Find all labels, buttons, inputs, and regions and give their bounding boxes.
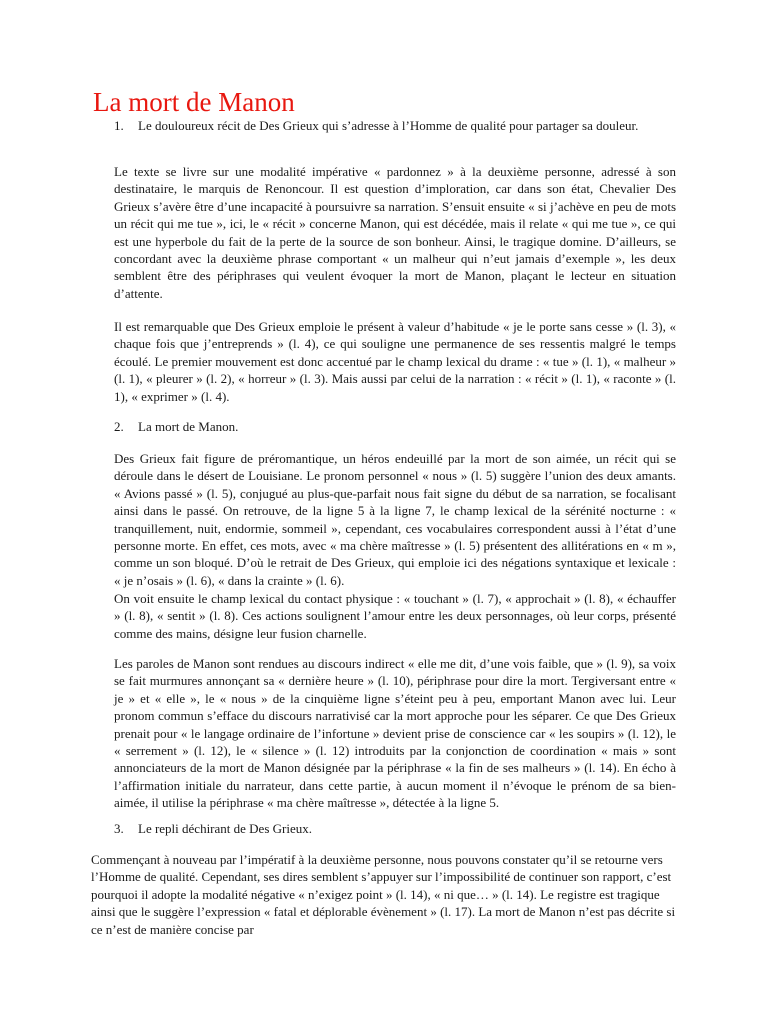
- paragraph: Il est remarquable que Des Grieux emploie le présent à valeur d’habitude « je le porte sans cesse » (l. 3), « chaque fois que j’entreprends » (l. 4), ce qui souligne une permanence de ses ressentis malgré le temps écoulé. Le premier mouvement est donc accentué par le champ lexical du drame : « tue » (l. 1), « malheur » (l. 1), « pleurer » (l. 2), « horreur » (l. 3). Mais aussi par celui de la narration : « récit » (l. 1), « raconte » (l. 1), « exprimer » (l. 4).: [114, 319, 676, 404]
- paragraph: Les paroles de Manon sont rendues au discours indirect « elle me dit, d’une vois faible, que » (l. 9), sa voix se fait murmures annonçant sa « dernière heure » (l. 10), périphrase pour dire la mort. Tergiversant entre « je » et « elle », le « nous » de la cinquième ligne s’éteint peu à peu, emportant Manon avec lui. Leur pronom commun s’efface du discours narrativisé car la mort approche pour les séparer. Ce que Des Grieux prenait pour « le langage ordinaire de l’infortune » devient prise de conscience car « les soupirs » (l. 12), le « serrement » (l. 12), le « silence » (l. 12) introduits par la conjonction de coordination « mais » sont annonciateurs de la mort de Manon désignée par la périphrase « la fin de ses malheurs » (l. 14). En écho à l’affirmation initiale du narrateur, dans cette partie, à aucun moment il n’évoque le prénom de sa bien-aimée, il utilise la périphrase « ma chère maîtresse », détectée à la ligne 5.: [114, 656, 676, 811]
- section-heading-2: [114, 418, 676, 435]
- section-heading-text: Le douloureux récit de Des Grieux qui s’adresse à l’Homme de qualité pour partager sa douleur.: [138, 118, 639, 133]
- document-title: La mort de Manon: [93, 87, 295, 117]
- section-heading-text: Le repli déchirant de Des Grieux.: [138, 821, 312, 836]
- paragraph: Des Grieux fait figure de préromantique, un héros endeuillé par la mort de son aimée, un récit qui se déroule dans le désert de Louisiane. Le pronom personnel « nous » (l. 5) suggère l’union des deux amants. « Avions passé » (l. 5), conjugué au plus-que-parfait nous fait signe du début de sa narration, se focalisant ainsi dans le passé. On retrouve, de la ligne 5 à la ligne 7, le champ lexical de la sérénité nocturne : « tranquillement, nuit, endormie, sommeil », cependant, ces vocabulaires correspondent aussi à l’état d’une personne morte. En effet, ces mots, avec « ma chère maîtresse » (l. 5) présentent des allitérations en « m », comme un son bloqué. D’où le retrait de Des Grieux, qui emploie ici des négations syntaxique et lexicale : « je n’osais » (l. 6), « dans la crainte » (l. 6).: [114, 451, 676, 588]
- section-heading-text: La mort de Manon.: [138, 419, 239, 434]
- section-heading-1: [114, 117, 676, 134]
- section-number: 2.: [114, 419, 124, 434]
- section-heading-3: [114, 820, 676, 837]
- paragraph: Commençant à nouveau par l’impératif à la deuxième personne, nous pouvons constater qu’il se retourne vers l’Homme de qualité. Cependant, ses dires semblent s’appuyer sur l’impossibilité de continuer son rapport, c’est pourquoi il adopte la modalité négative « n’exigez point » (l. 14), « ni que… » (l. 14). Le registre est tragique ainsi que le suggère l’expression « fatal et déplorable évènement » (l. 17). La mort de Manon n’est pas décrite si ce n’est de manière concise par: [91, 852, 676, 937]
- section-number: 1.: [114, 118, 124, 133]
- paragraph: Le texte se livre sur une modalité impérative « pardonnez » à la deuxième personne, adressé à son destinataire, le marquis de Renoncour. Il est question d’imploration, car dans son état, Chevalier Des Grieux s’avère être d’une incapacité à poursuivre sa narration. S’ensuit ensuite « si j’achève en peu de mots un récit qui me tue », ici, le « récit » concerne Manon, qui est décédée, mais il relate « qui me tue », ce qui est une hyperbole du fait de la perte de la source de son bonheur. Ainsi, le tragique domine. D’ailleurs, se concordant avec la deuxième phrase comportant « un malheur qui n’eut jamais d’exemple », les deux semblent être des périphrases qui veulent évoquer la mort de Manon, plaçant le lecteur en situation d’attente.: [114, 164, 676, 301]
- paragraph: On voit ensuite le champ lexical du contact physique : « touchant » (l. 7), « approchait » (l. 8), « échauffer » (l. 8), « sentit » (l. 8). Ces actions soulignent l’amour entre les deux personnages, où leur corps, présenté comme des mains, désigne leur fusion charnelle.: [114, 591, 676, 641]
- section-number: 3.: [114, 821, 124, 836]
